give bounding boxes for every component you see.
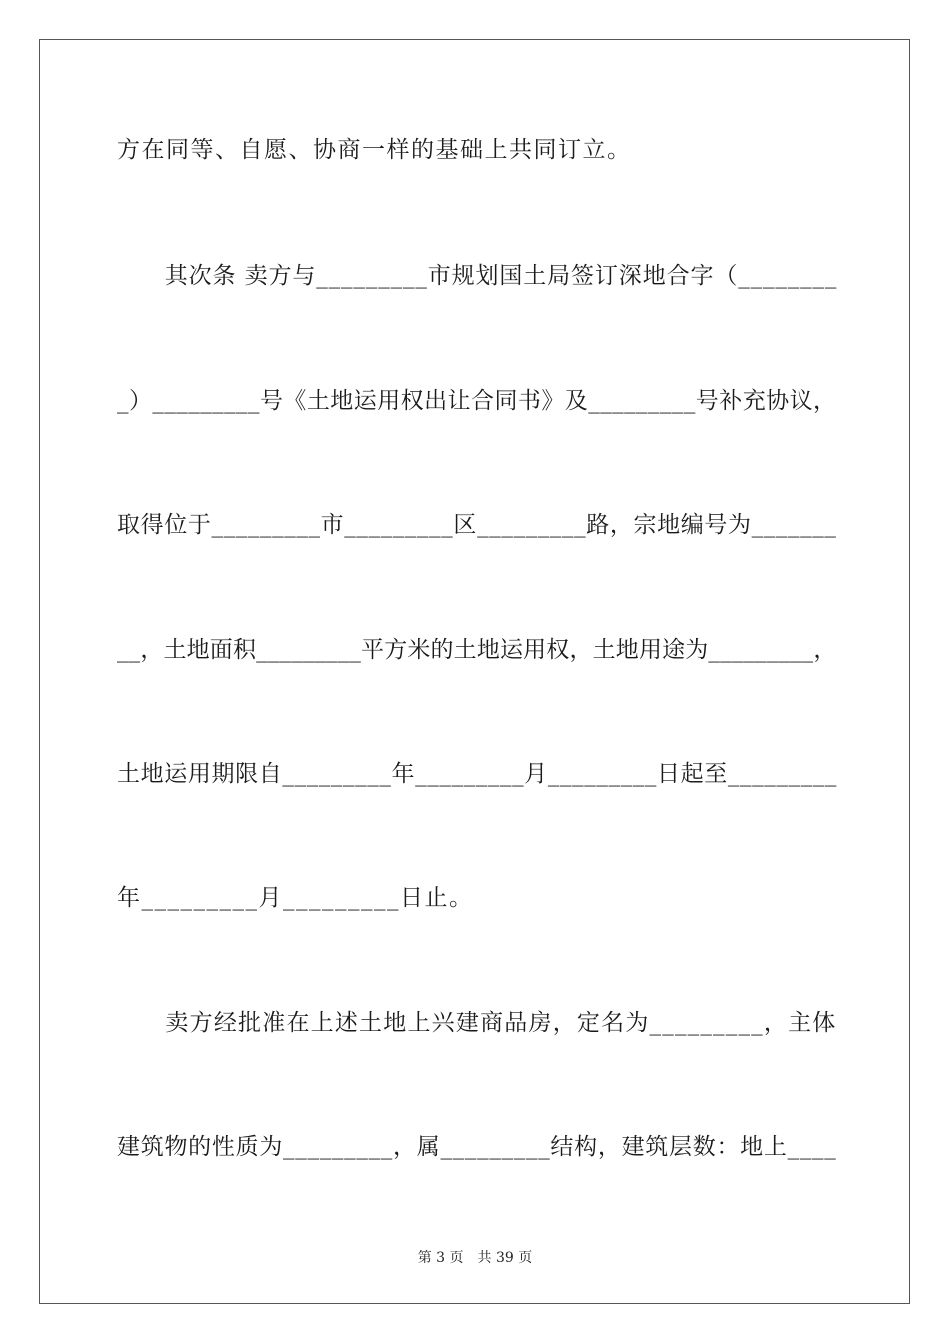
paragraph-line-3: _）_________号《土地运用权出让合同书》及_________号补充协议， xyxy=(117,388,837,414)
paragraph-line-4: 取得位于_________市_________区_________路，宗地编号为_______ xyxy=(117,512,837,538)
paragraph-line-8: 卖方经批准在上述土地上兴建商品房，定名为_________，主体 xyxy=(117,1010,837,1036)
paragraph-line-1: 方在同等、自愿、协商一样的基础上共同订立。 xyxy=(117,137,632,163)
paragraph-line-9: 建筑物的性质为_________，属_________结构，建筑层数：地上____ xyxy=(117,1134,837,1160)
paragraph-line-7: 年_________月_________日止。 xyxy=(117,885,474,911)
paragraph-line-6: 土地运用期限自_________年_________月_________日起至_________ xyxy=(117,761,837,787)
page-number-footer: 第 3 页 共 39 页 xyxy=(417,1250,533,1266)
paragraph-line-5: __，土地面积_________平方米的土地运用权，土地用途为_________， xyxy=(117,637,837,663)
page-frame xyxy=(39,39,910,1304)
paragraph-line-2: 其次条 卖方与_________市规划国土局签订深地合字（________ xyxy=(117,263,838,289)
